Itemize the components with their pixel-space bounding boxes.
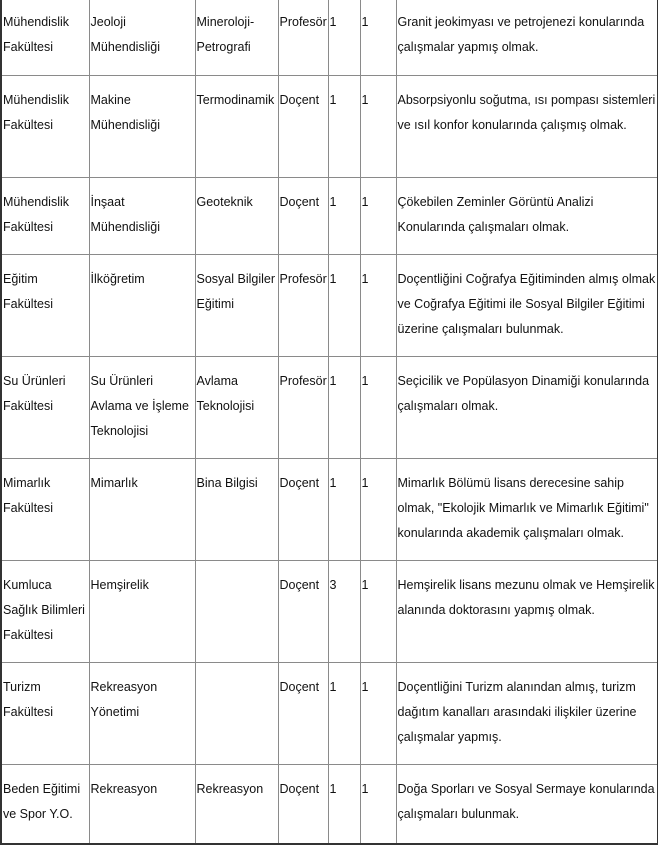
department-cell: Makine Mühendisliği	[89, 76, 195, 178]
count2-cell: 1	[360, 357, 396, 459]
table-row	[1, 178, 658, 255]
title-cell: Doçent	[278, 459, 328, 561]
faculty-cell: Turizm Fakültesi	[1, 663, 89, 765]
field-cell: Geoteknik	[195, 178, 278, 255]
table-row	[1, 357, 658, 459]
department-cell: Rekreasyon Yönetimi	[89, 663, 195, 765]
count-cell: 1	[328, 255, 360, 357]
department-cell: Su Ürünleri Avlama ve İşleme Teknolojisi	[89, 357, 195, 459]
title-cell: Profesör	[278, 357, 328, 459]
count-cell: 1	[328, 76, 360, 178]
field-cell: Sosyal Bilgiler Eğitimi	[195, 255, 278, 357]
title-cell: Doçent	[278, 561, 328, 663]
department-cell: Hemşirelik	[89, 561, 195, 663]
faculty-cell: Mühendislik Fakültesi	[1, 76, 89, 178]
faculty-cell: Mühendislik Fakültesi	[1, 178, 89, 255]
title-cell: Profesör	[278, 0, 328, 76]
description-cell: Doğa Sporları ve Sosyal Sermaye konularında çalışmaları bulunmak.	[396, 765, 658, 844]
table-row	[1, 76, 658, 178]
count2-cell: 1	[360, 765, 396, 844]
count2-cell: 1	[360, 459, 396, 561]
description-cell: Doçentliğini Coğrafya Eğitiminden almış olmak ve Coğrafya Eğitimi ile Sosyal Bilgiler Eğitimi üzerine çalışmaları bulunmak.	[396, 255, 658, 357]
count2-cell: 1	[360, 561, 396, 663]
count-cell: 1	[328, 178, 360, 255]
faculty-cell: Mimarlık Fakültesi	[1, 459, 89, 561]
description-cell: Doçentliğini Turizm alanından almış, turizm dağıtım kanalları arasındaki ilişkiler üzerine çalışmalar yapmış.	[396, 663, 658, 765]
count2-cell: 1	[360, 663, 396, 765]
title-cell: Doçent	[278, 765, 328, 844]
table-row	[1, 459, 658, 561]
department-cell: İlköğretim	[89, 255, 195, 357]
table-row	[1, 561, 658, 663]
description-cell: Çökebilen Zeminler Görüntü Analizi Konularında çalışmaları olmak.	[396, 178, 658, 255]
count2-cell: 1	[360, 178, 396, 255]
count-cell: 1	[328, 0, 360, 76]
count-cell: 1	[328, 459, 360, 561]
title-cell: Doçent	[278, 76, 328, 178]
table-row	[1, 765, 658, 844]
count2-cell: 1	[360, 0, 396, 76]
field-cell: Mineroloji-Petrografi	[195, 0, 278, 76]
description-cell: Mimarlık Bölümü lisans derecesine sahip olmak, "Ekolojik Mimarlık ve Mimarlık Eğitimi" konularında akademik çalışmaları olmak.	[396, 459, 658, 561]
title-cell: Doçent	[278, 663, 328, 765]
description-cell: Granit jeokimyası ve petrojenezi konularında çalışmalar yapmış olmak.	[396, 0, 658, 76]
count-cell: 3	[328, 561, 360, 663]
faculty-cell: Kumluca Sağlık Bilimleri Fakültesi	[1, 561, 89, 663]
department-cell: İnşaat Mühendisliği	[89, 178, 195, 255]
table-row	[1, 0, 658, 76]
description-cell: Absorpsiyonlu soğutma, ısı pompası sistemleri ve ısıl konfor konularında çalışmış olmak.	[396, 76, 658, 178]
department-cell: Jeoloji Mühendisliği	[89, 0, 195, 76]
table-row	[1, 255, 658, 357]
faculty-cell: Mühendislik Fakültesi	[1, 0, 89, 76]
field-cell	[195, 663, 278, 765]
count-cell: 1	[328, 357, 360, 459]
field-cell	[195, 561, 278, 663]
faculty-cell: Su Ürünleri Fakültesi	[1, 357, 89, 459]
title-cell: Doçent	[278, 178, 328, 255]
count-cell: 1	[328, 765, 360, 844]
description-cell: Hemşirelik lisans mezunu olmak ve Hemşirelik alanında doktorasını yapmış olmak.	[396, 561, 658, 663]
department-cell: Rekreasyon	[89, 765, 195, 844]
department-cell: Mimarlık	[89, 459, 195, 561]
count-cell: 1	[328, 663, 360, 765]
field-cell: Bina Bilgisi	[195, 459, 278, 561]
count2-cell: 1	[360, 255, 396, 357]
field-cell: Avlama Teknolojisi	[195, 357, 278, 459]
faculty-cell: Eğitim Fakültesi	[1, 255, 89, 357]
field-cell: Rekreasyon	[195, 765, 278, 844]
title-cell: Profesör	[278, 255, 328, 357]
table-row	[1, 663, 658, 765]
count2-cell: 1	[360, 76, 396, 178]
faculty-cell: Beden Eğitimi ve Spor Y.O.	[1, 765, 89, 844]
description-cell: Seçicilik ve Popülasyon Dinamiği konularında çalışmaları olmak.	[396, 357, 658, 459]
field-cell: Termodinamik	[195, 76, 278, 178]
